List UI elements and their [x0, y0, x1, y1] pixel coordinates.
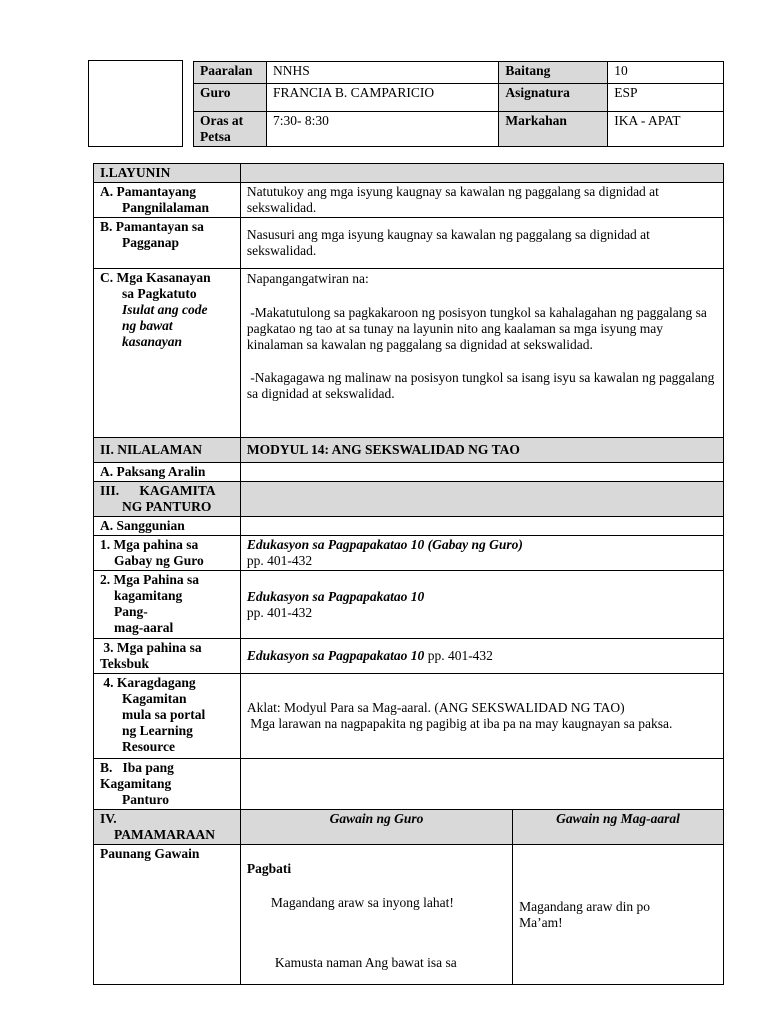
iba-pang-label: B. Iba pang Kagamitang Panturo: [94, 759, 241, 810]
kagamitan-title: III. KAGAMITA NG PANTURO: [94, 482, 241, 517]
kasanayan-label: C. Mga Kasanayan sa Pagkatuto Isulat ang code ng bawat kasanayan: [94, 269, 241, 438]
header-table: [193, 61, 724, 147]
paksa-label: A. Paksang Aralin: [94, 463, 241, 482]
teacher-greeting: Magandang araw sa inyong lahat!: [270, 895, 454, 910]
nilalaman-title: II. NILALAMAN: [94, 438, 241, 463]
school-value: NNHS: [266, 62, 498, 84]
kasanayan-intro: Napangangatwiran na:: [246, 271, 369, 286]
school-logo-box: [88, 60, 183, 147]
paunang-gawain-label: Paunang Gawain: [94, 845, 241, 985]
teksbuk-pages: pp. 401-432: [424, 648, 493, 663]
kagamitan-title-blank: [240, 482, 723, 517]
kasanayan-point-1: -Makatutulong sa pagkakaroon ng posisyon tungkol sa kahalagahan ng paggalang sa pagkatao ng tao at sa tunay na layunin nito ang kaalaman sa mga isyung may kinalaman sa kawalan ng paggalang sa dignidad at sekswalidad.: [246, 305, 711, 352]
pagbati-label: Pagbati: [246, 861, 292, 876]
kagamitang-mag-book: Edukasyon sa Pagpapakatao 10: [246, 588, 425, 604]
col-gawain-guro: Gawain ng Guro: [240, 810, 512, 845]
teacher-value: FRANCIA B. CAMPARICIO: [266, 84, 498, 112]
subject-value: ESP: [608, 84, 724, 112]
kasanayan-point-2: -Nakagagawa ng malinaw na posisyon tungkol sa isang isyu sa kawalan ng paggalang sa dignidad at sekswalidad.: [246, 370, 718, 401]
teksbuk-label: 3. Mga pahina sa Teksbuk: [94, 639, 241, 674]
pamantayang-text: Natutukoy ang mga isyung kaugnay sa kawalan ng paggalang sa dignidad at sekswalidad.: [240, 183, 723, 218]
school-label: Paaralan: [194, 62, 267, 84]
karagdagang-label: 4. Karagdagang Kagamitan mula sa portal ng Learning Resource: [94, 674, 241, 759]
gabay-guro-label: 1. Mga pahina sa Gabay ng Guro: [94, 536, 241, 571]
subject-label: Asignatura: [499, 84, 608, 112]
pamantayang-label: A. Pamantayang Pangnilalaman: [94, 183, 241, 218]
kagamitang-mag-ref: [240, 571, 723, 639]
paksa-value: [240, 463, 723, 482]
layunin-title: I.LAYUNIN: [94, 164, 241, 183]
gabay-guro-ref: [240, 536, 723, 571]
teacher-label: Guro: [194, 84, 267, 112]
paunang-guro: [240, 845, 512, 985]
iba-pang-value: [240, 759, 723, 810]
module-title: MODYUL 14: ANG SEKSWALIDAD NG TAO: [240, 438, 723, 463]
time-label: Oras at Petsa: [194, 112, 267, 147]
kasanayan-text: [240, 269, 723, 438]
gabay-guro-book: Edukasyon sa Pagpapakatao 10 (Gabay ng Guro): [246, 537, 523, 552]
col-gawain-mag-aaral: Gawain ng Mag-aaral: [513, 810, 724, 845]
grade-value: 10: [608, 62, 724, 84]
student-reply: Magandang araw din po Ma’am!: [519, 898, 650, 930]
pagganap-label: B. Pamantayan sa Pagganap: [94, 218, 241, 269]
kagamitang-mag-pages: pp. 401-432: [246, 604, 313, 620]
karagdagang-text: Aklat: Modyul Para sa Mag-aaral. (ANG SEKSWALIDAD NG TAO) Mga larawan na nagpapakita ng pagibig at iba pa na may kaugnayan sa paksa.: [240, 674, 723, 759]
pamamaraan-title: IV. PAMAMARAAN: [94, 810, 241, 845]
quarter-value: IKA - APAT: [608, 112, 724, 147]
kagamitang-mag-label: 2. Mga Pahina sa kagamitang Pang- mag-aaral: [94, 571, 241, 639]
lesson-plan-table: [93, 163, 724, 985]
teacher-kamusta: Kamusta naman Ang bawat isa sa: [274, 955, 457, 970]
time-value: 7:30- 8:30: [266, 112, 498, 147]
grade-label: Baitang: [499, 62, 608, 84]
pagganap-text: Nasusuri ang mga isyung kaugnay sa kawalan ng paggalang sa dignidad at sekswalidad.: [240, 218, 723, 269]
paunang-mag-aaral: [513, 845, 724, 985]
sanggunian-value: [240, 517, 723, 536]
sanggunian-label: A. Sanggunian: [94, 517, 241, 536]
gabay-guro-pages: pp. 401-432: [246, 553, 313, 568]
teksbuk-book: Edukasyon sa Pagpapakatao 10: [246, 648, 425, 663]
teksbuk-ref: [240, 639, 723, 674]
layunin-title-blank: [240, 164, 723, 183]
quarter-label: Markahan: [499, 112, 608, 147]
